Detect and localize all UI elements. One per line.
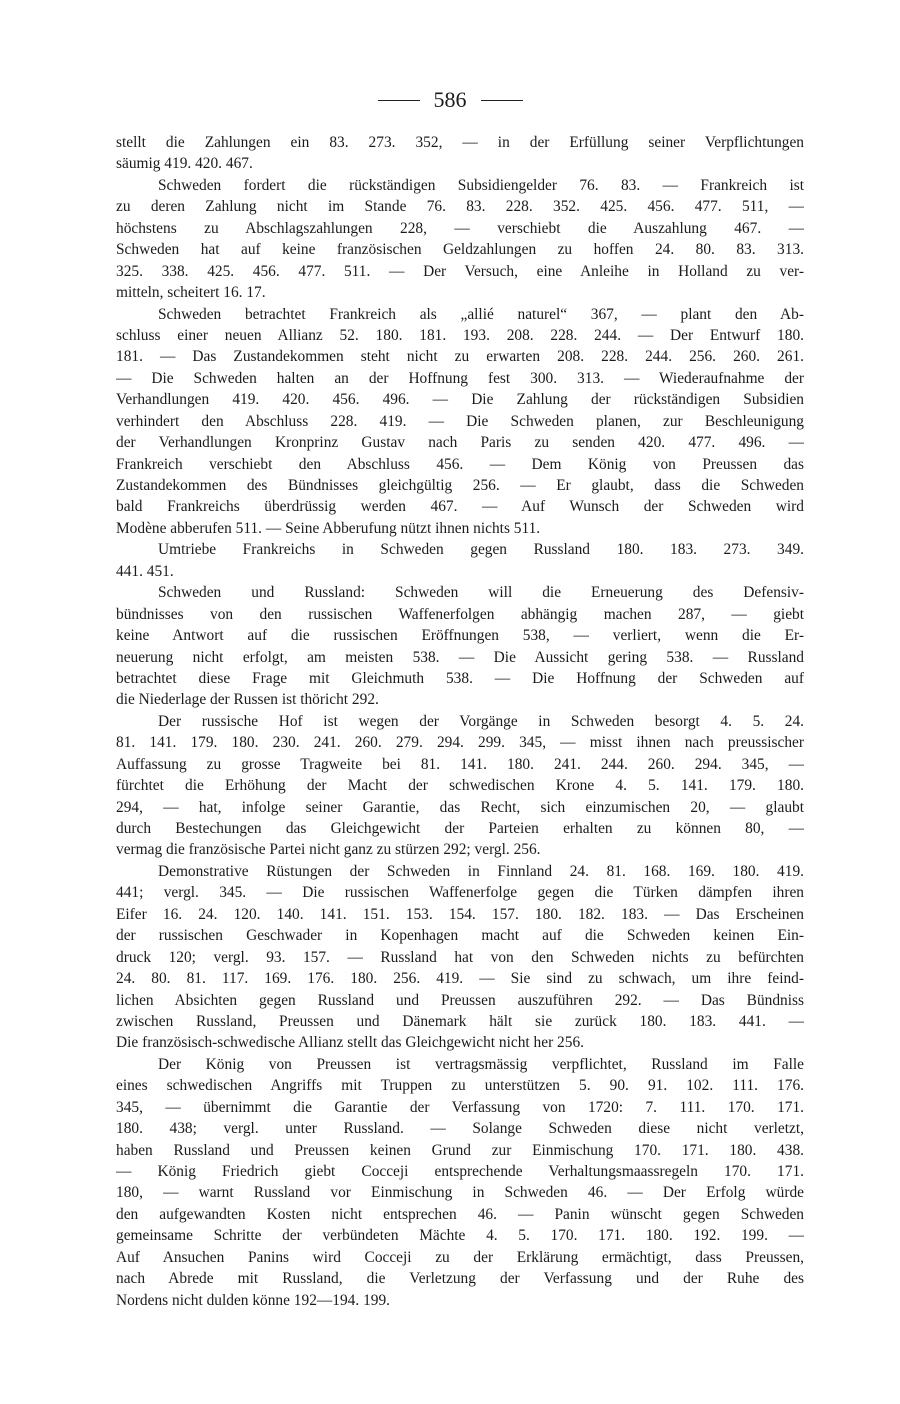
index-text-body [116,132,804,1311]
text-line: Die französisch-schwedische Allianz stellt das Gleichgewicht nicht her 256. [116,1034,584,1052]
text-line: bald Frankreichs überdrüssig werden 467. — Auf Wunsch der Schweden wird [116,498,804,516]
text-line: 180. 438; vergl. unter Russland. — Solange Schweden diese nicht verletzt, [116,1120,804,1138]
text-line: keine Antwort auf die russischen Eröffnungen 538, — verliert, wenn die Er- [116,627,804,645]
text-line: Auffassung zu grosse Tragweite bei 81. 141. 180. 241. 244. 260. 294. 345, — [116,755,804,773]
text-line: Der russische Hof ist wegen der Vorgänge in Schweden besorgt 4. 5. 24. [158,712,804,730]
text-line: Frankreich verschiebt den Abschluss 456. — Dem König von Preussen das [116,455,804,473]
text-line: der russischen Geschwader in Kopenhagen macht auf die Schweden keinen Ein- [116,927,804,945]
text-line: der Verhandlungen Kronprinz Gustav nach Paris zu senden 420. 477. 496. — [116,434,804,452]
text-line: 180, — warnt Russland vor Einmischung in Schweden 46. — Der Erfolg würde [116,1184,804,1202]
text-line: gemeinsame Schritte der verbündeten Mächte 4. 5. 170. 171. 180. 192. 199. — [116,1227,804,1245]
text-line: eines schwedischen Angriffs mit Truppen zu unterstützen 5. 90. 91. 102. 111. 176. [116,1077,804,1095]
index-paragraph [116,539,804,582]
text-line: mitteln, scheitert 16. 17. [116,284,266,302]
text-line: säumig 419. 420. 467. [116,155,253,173]
text-line: die Niederlage der Russen ist thöricht 292. [116,691,379,709]
text-line: 325. 338. 425. 456. 477. 511. — Der Versuch, eine Anleihe in Holland zu ver- [116,262,804,280]
text-line: stellt die Zahlungen ein 83. 273. 352, — in der Erfüllung seiner Verpflichtungen [116,134,804,151]
text-line: bündnisses von den russischen Waffenerfolgen abhängig machen 287, — giebt [116,605,804,623]
text-line: 345, — übernimmt die Garantie der Verfassung von 1720: 7. 111. 170. 171. [116,1098,804,1116]
index-paragraph [116,304,804,540]
text-line: Modène abberufen 511. — Seine Abberufung nützt ihnen nichts 511. [116,519,541,537]
text-line: 24. 80. 81. 117. 169. 176. 180. 256. 419. — Sie sind zu schwach, um ihre feind- [116,970,804,988]
text-line: — König Friedrich giebt Cocceji entsprechende Verhaltungsmaassregeln 170. 171. [116,1163,804,1180]
text-line: Eifer 16. 24. 120. 140. 141. 151. 153. 154. 157. 180. 182. 183. — Das Erscheinen [116,905,804,923]
text-line: Nordens nicht dulden könne 192—194. 199. [116,1291,391,1309]
text-line: lichen Absichten gegen Russland und Preussen auszuführen 292. — Das Bündniss [116,991,804,1009]
index-paragraph [116,711,804,861]
index-paragraph [116,582,804,711]
text-line: Schweden und Russland: Schweden will die Erneuerung des Defensiv- [158,584,804,602]
text-line: betrachtet diese Frage mit Gleichmuth 538. — Die Hoffnung der Schweden auf [116,669,804,687]
page-header [0,84,900,116]
text-line: 441. 451. [116,562,174,580]
text-line: Der König von Preussen ist vertragsmässig verpflichtet, Russland im Falle [158,1055,804,1073]
index-paragraph [116,175,804,304]
text-line: zu deren Zahlung nicht im Stande 76. 83. 228. 352. 425. 456. 477. 511, — [116,198,804,216]
text-line: 441; vergl. 345. — Die russischen Waffenerfolge gegen die Türken dämpfen ihren [116,884,804,902]
text-line: Demonstrative Rüstungen der Schweden in Finnland 24. 81. 168. 169. 180. 419. [158,862,804,880]
page-number: 586 [433,87,467,112]
text-line: zwischen Russland, Preussen und Dänemark hält sie zurück 180. 183. 441. — [116,1012,804,1030]
text-line: — Die Schweden halten an der Hoffnung fest 300. 313. — Wiederaufnahme der [116,369,804,387]
text-line: nach Abrede mit Russland, die Verletzung der Verfassung und der Ruhe des [116,1270,804,1288]
text-line: verhindert den Abschluss 228. 419. — Die Schweden planen, zur Beschleunigung [116,412,804,430]
text-line: Verhandlungen 419. 420. 456. 496. — Die Zahlung der rückständigen Subsidien [116,391,804,409]
text-line: Auf Ansuchen Panins wird Cocceji zu der Erklärung ermächtigt, dass Preussen, [116,1248,804,1266]
text-line: druck 120; vergl. 93. 157. — Russland hat von den Schweden nichts zu befürchten [116,948,804,966]
header-rule-left [378,100,420,101]
text-line: 81. 141. 179. 180. 230. 241. 260. 279. 294. 299. 345, — misst ihnen nach preussischer [116,734,804,752]
text-line: Umtriebe Frankreichs in Schweden gegen Russland 180. 183. 273. 349. [158,541,804,559]
text-line: Schweden hat auf keine französischen Geldzahlungen zu hoffen 24. 80. 83. 313. [116,241,804,259]
text-line: vermag die französische Partei nicht ganz zu stürzen 292; vergl. 256. [116,841,541,859]
index-paragraph [116,132,804,175]
text-line: 181. — Das Zustandekommen steht nicht zu erwarten 208. 228. 244. 256. 260. 261. [116,348,804,366]
text-line: höchstens zu Abschlagszahlungen 228, — verschiebt die Auszahlung 467. — [116,219,804,237]
text-line: Schweden fordert die rückständigen Subsidiengelder 76. 83. — Frankreich ist [158,176,804,194]
text-line: den aufgewandten Kosten nicht entsprechen 46. — Panin wünscht gegen Schweden [116,1205,804,1223]
text-line: neuerung nicht erfolgt, am meisten 538. — Die Aussicht gering 538. — Russland [116,648,804,666]
header-rule-right [481,100,523,101]
text-line: Schweden betrachtet Frankreich als „allié naturel“ 367, — plant den Ab- [158,305,804,323]
text-line: haben Russland und Preussen keinen Grund zur Einmischung 170. 171. 180. 438. [116,1141,804,1159]
index-paragraph [116,861,804,1054]
index-paragraph [116,1054,804,1311]
text-line: 294, — hat, infolge seiner Garantie, das Recht, sich einzumischen 20, — glaubt [116,798,804,816]
text-line: durch Bestechungen das Gleichgewicht der Parteien erhalten zu können 80, — [116,820,804,837]
text-line: Zustandekommen des Bündnisses gleichgültig 256. — Er glaubt, dass die Schweden [116,477,804,494]
text-line: fürchtet die Erhöhung der Macht der schwedischen Krone 4. 5. 141. 179. 180. [116,777,804,795]
text-line: schluss einer neuen Allianz 52. 180. 181. 193. 208. 228. 244. — Der Entwurf 180. [116,326,804,344]
